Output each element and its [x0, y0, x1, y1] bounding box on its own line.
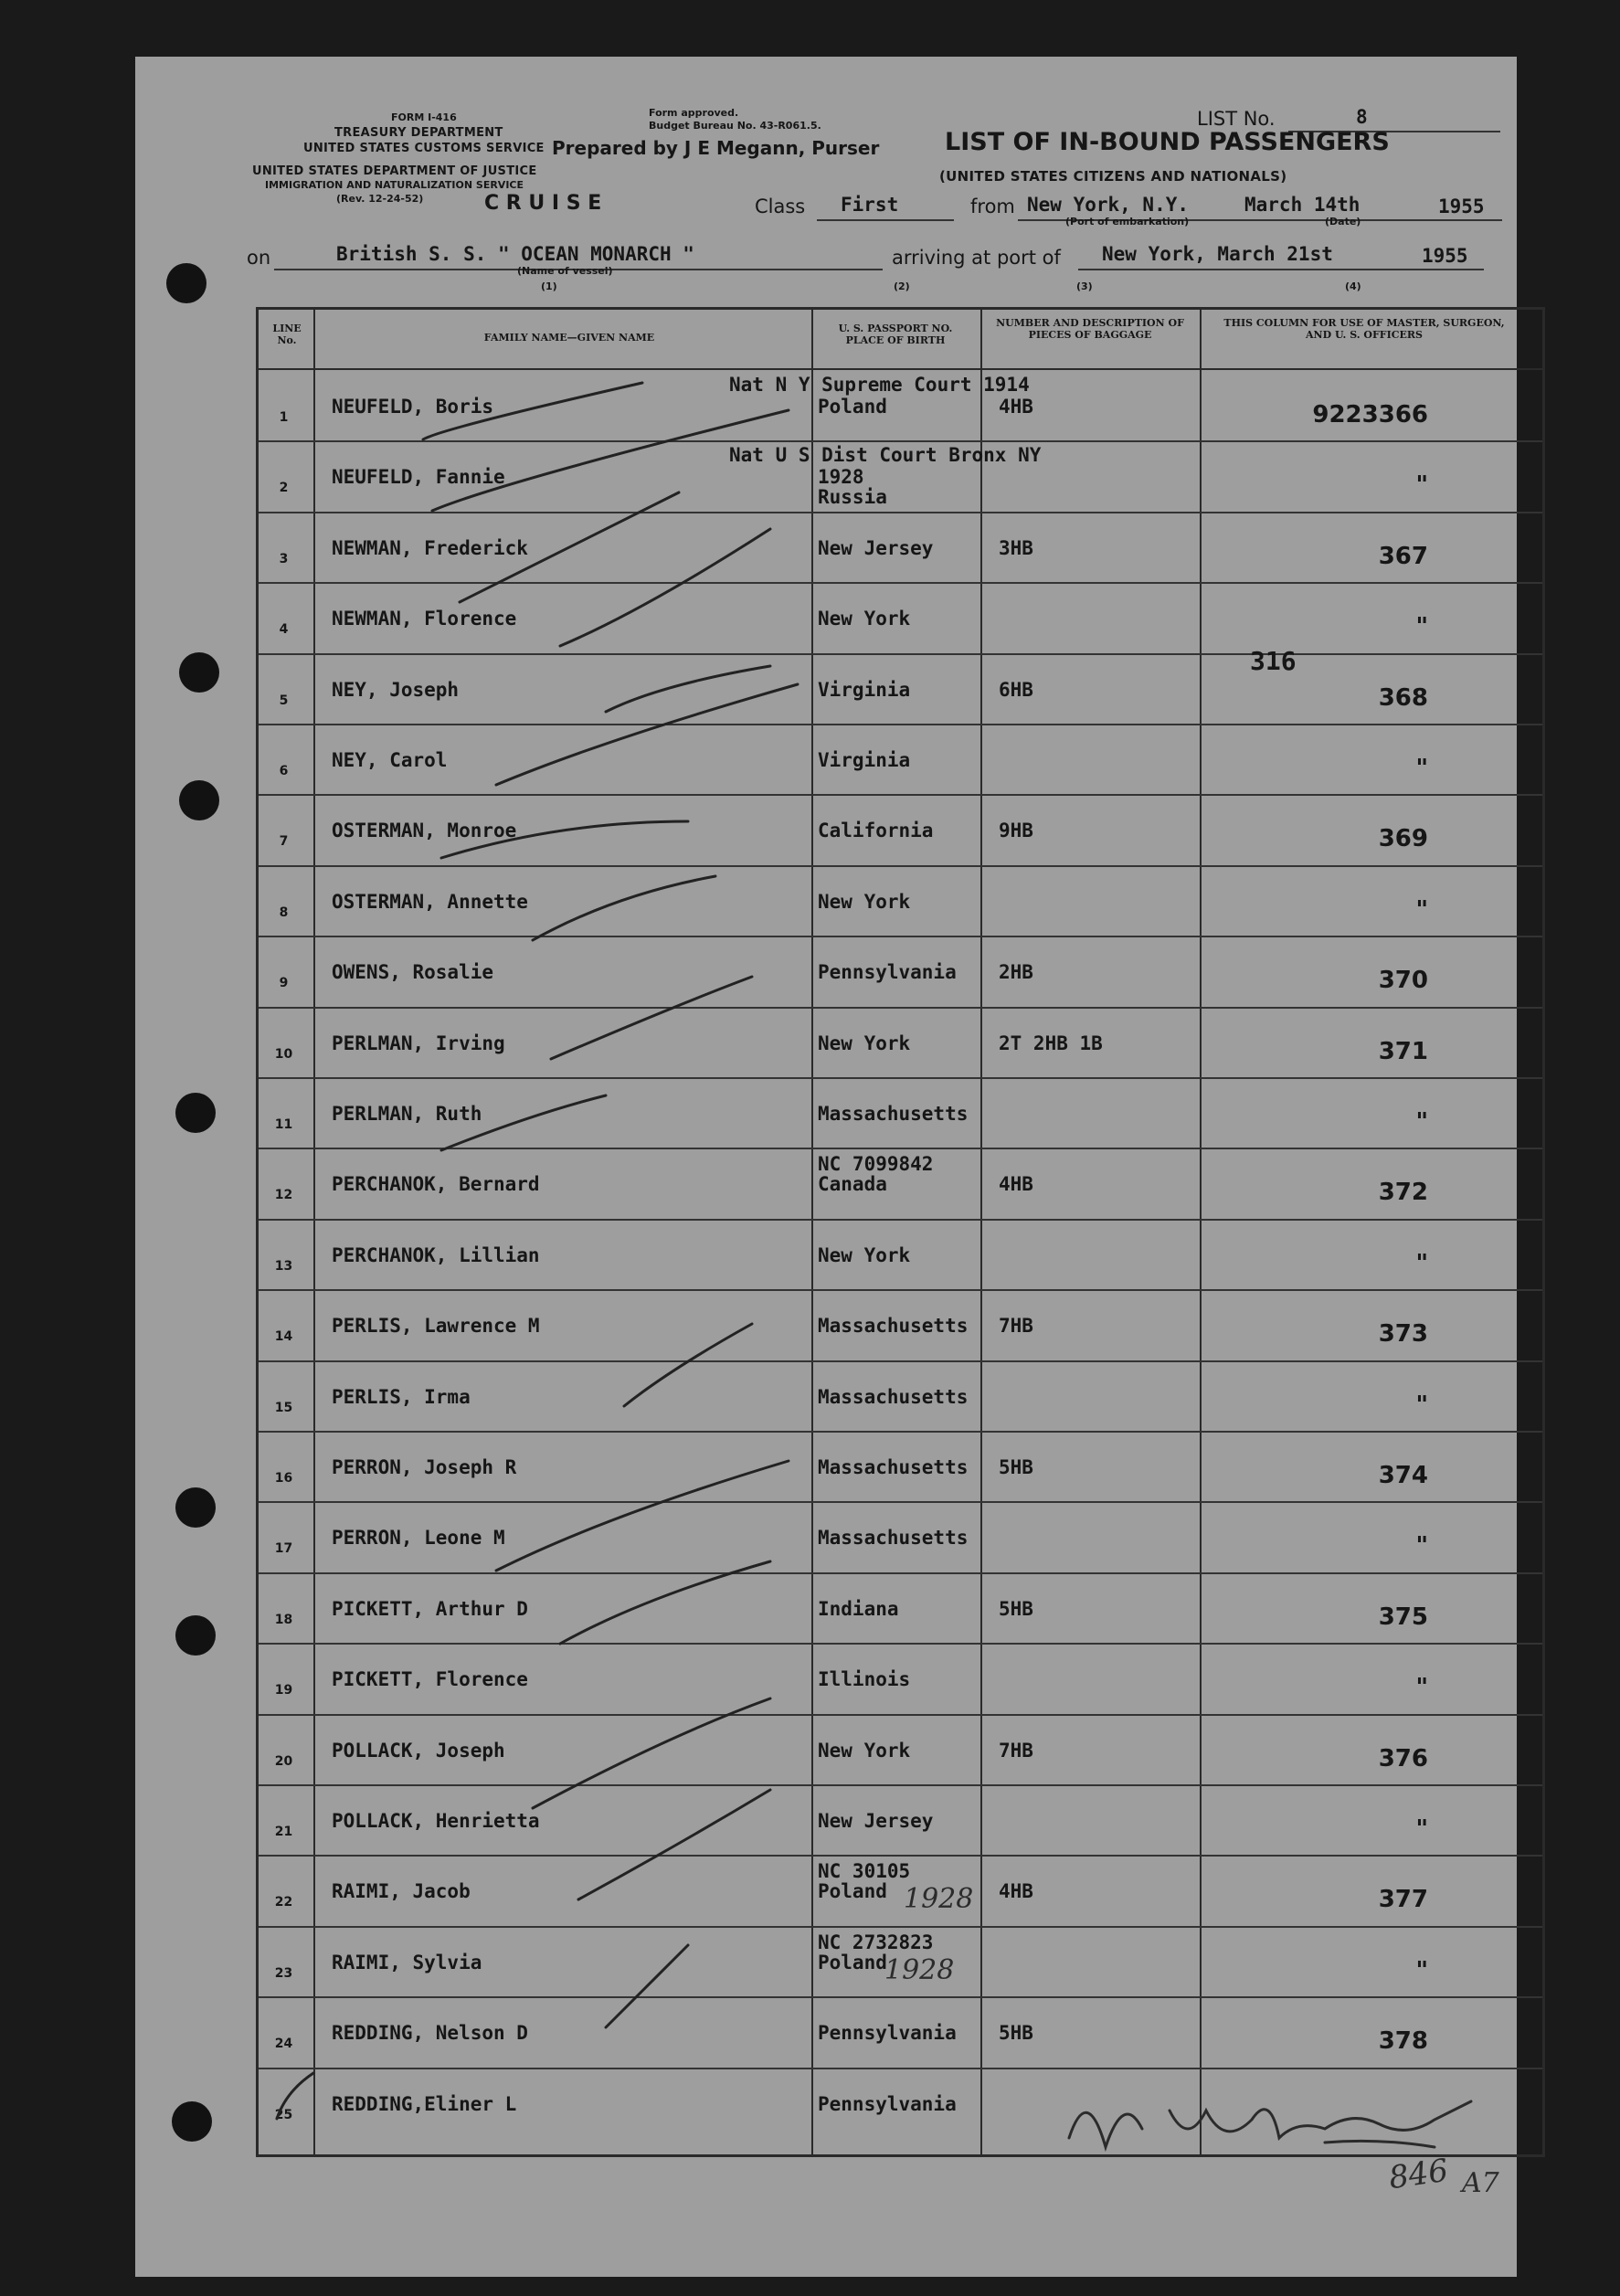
baggage: 5HB	[999, 1597, 1033, 1620]
line-number: 7	[279, 834, 289, 850]
col-header-baggage: NUMBER AND DESCRIPTION OF PIECES OF BAGGAGE	[996, 317, 1184, 341]
officer-number: "	[1415, 1249, 1428, 1277]
arrival-port: New York, March 21st	[1102, 243, 1333, 265]
form-number: FORM I-416	[391, 111, 457, 123]
dept-justice: UNITED STATES DEPARTMENT OF JUSTICE	[252, 164, 537, 178]
baggage: 2T 2HB 1B	[999, 1032, 1103, 1054]
line-number: 17	[274, 1541, 293, 1557]
line-number: 16	[274, 1471, 293, 1486]
officer-number: 9223366	[1312, 401, 1428, 429]
officer-number: "	[1415, 1108, 1428, 1136]
line-number: 25	[274, 2107, 293, 2122]
birth-place-line1: New Jersey	[818, 536, 934, 559]
binder-hole	[179, 652, 219, 693]
birth-place-line1: New York	[818, 1739, 911, 1762]
birth-place-line1: Pennsylvania	[818, 2022, 957, 2045]
line-number: 18	[274, 1612, 293, 1627]
birth-place-line1: New York	[818, 1243, 911, 1266]
birth-place-line1: NC 30105	[818, 1860, 911, 1883]
officer-number: 370	[1378, 967, 1428, 995]
dept-immigration: IMMIGRATION AND NATURALIZATION SERVICE	[265, 179, 524, 191]
passenger-name: PERRON, Joseph R	[332, 1456, 517, 1478]
line-number: 24	[274, 2037, 293, 2052]
officer-number: "	[1415, 1956, 1428, 1984]
baggage: 4HB	[999, 1173, 1033, 1196]
baggage: 9HB	[999, 820, 1033, 842]
birth-place-line1: NC 7099842	[818, 1153, 934, 1176]
officer-number: 371	[1378, 1037, 1428, 1065]
dept-customs: UNITED STATES CUSTOMS SERVICE	[303, 142, 545, 155]
col-num-3: (3)	[1076, 280, 1093, 292]
baggage: 5HB	[999, 2022, 1033, 2045]
arrival-year: 1955	[1422, 245, 1468, 267]
col-num-1: (1)	[541, 280, 557, 292]
annotation-row5: 316	[1250, 646, 1297, 676]
passenger-name: PERLMAN, Ruth	[332, 1103, 482, 1125]
line-number: 21	[274, 1825, 293, 1839]
passenger-name: PERLIS, Lawrence M	[332, 1315, 540, 1338]
departure-year: 1955	[1438, 196, 1485, 217]
binder-hole	[179, 780, 219, 820]
line-number: 3	[279, 551, 289, 566]
col-header-officers: THIS COLUMN FOR USE OF MASTER, SURGEON, AND U. S. OFFICERS	[1223, 317, 1505, 341]
naturalization-note: Nat U S Dist Court Bronx NY	[729, 444, 1042, 467]
officer-number: "	[1415, 1815, 1428, 1843]
officer-number: 377	[1378, 1886, 1428, 1914]
corner-notation-2: A7	[1462, 2167, 1499, 2199]
birth-place-line1: Massachusetts	[818, 1103, 969, 1125]
birth-place-line1: Indiana	[818, 1597, 899, 1620]
baggage: 7HB	[999, 1739, 1033, 1762]
line-number: 6	[279, 764, 289, 778]
line-number: 11	[274, 1117, 293, 1132]
officer-number: 367	[1378, 542, 1428, 570]
birth-place-line1: New York	[818, 1032, 911, 1054]
officer-number: 372	[1378, 1179, 1428, 1207]
handwritten-year-row22: 1928	[904, 1883, 974, 1915]
cruise-label: C R U I S E	[484, 192, 602, 215]
document-subtitle: (UNITED STATES CITIZENS AND NATIONALS)	[939, 168, 1287, 185]
birth-place-line1: Massachusetts	[818, 1315, 969, 1338]
birth-place-line1: NC 2732823	[818, 1931, 934, 1953]
class-value: First	[841, 194, 899, 216]
form-revision: (Rev. 12-24-52)	[336, 193, 424, 205]
birth-place-line1: Illinois	[818, 1668, 911, 1691]
birth-place-line1: Massachusetts	[818, 1385, 969, 1408]
birth-place-line1: 1928	[818, 466, 864, 489]
officer-number: "	[1415, 895, 1428, 924]
baggage: 4HB	[999, 396, 1033, 418]
col-num-4: (4)	[1345, 280, 1361, 292]
baggage: 6HB	[999, 678, 1033, 701]
binder-hole	[175, 1093, 216, 1133]
binder-hole	[175, 1615, 216, 1656]
check-marks-overlay	[259, 310, 1542, 2154]
handwritten-year-row23: 1928	[884, 1954, 955, 1986]
birth-place-line1: New York	[818, 608, 911, 630]
passenger-name: NEY, Carol	[332, 749, 448, 771]
birth-place-line2: Poland	[818, 1880, 887, 1903]
officer-number: 378	[1378, 2027, 1428, 2056]
corner-notation: 846	[1386, 2152, 1451, 2197]
officer-number: "	[1415, 1674, 1428, 1702]
officer-number: 368	[1378, 683, 1428, 712]
passenger-name: OSTERMAN, Annette	[332, 890, 528, 913]
line-number: 8	[279, 905, 289, 920]
officer-number: 369	[1378, 825, 1428, 853]
officer-number: "	[1415, 1532, 1428, 1561]
prepared-by: Prepared by J E Megann, Purser	[552, 137, 880, 159]
vessel-caption: (Name of vessel)	[517, 265, 613, 277]
col-header-line-no: LINE No.	[272, 323, 302, 346]
date-caption: (Date)	[1325, 216, 1361, 227]
passenger-name: OSTERMAN, Monroe	[332, 820, 517, 842]
line-number: 4	[279, 622, 289, 638]
arriving-label: arriving at port of	[892, 247, 1061, 269]
naturalization-note: Nat N Y Supreme Court 1914	[729, 374, 1030, 396]
binder-hole	[166, 263, 206, 303]
birth-place-line2: Russia	[818, 486, 887, 509]
birth-place-line2: Poland	[818, 1951, 887, 1973]
passenger-name: NEY, Joseph	[332, 678, 460, 701]
officer-number: "	[1415, 1391, 1428, 1419]
officer-number: "	[1415, 471, 1428, 500]
class-label: Class	[755, 196, 806, 217]
line-number: 1	[279, 410, 289, 425]
line-number: 2	[279, 481, 289, 496]
list-no-value: 8	[1356, 106, 1368, 128]
officer-number: 373	[1378, 1320, 1428, 1349]
birth-place-line1: Virginia	[818, 749, 911, 771]
document-title: LIST OF IN-BOUND PASSENGERS	[945, 128, 1390, 156]
line-number: 15	[274, 1400, 293, 1415]
line-number: 12	[274, 1188, 293, 1203]
line-number: 13	[274, 1258, 293, 1274]
passenger-name: POLLACK, Henrietta	[332, 1810, 540, 1832]
binder-hole	[172, 2101, 212, 2142]
passenger-name: PERRON, Leone M	[332, 1527, 505, 1550]
birth-place-line2: Canada	[818, 1173, 887, 1196]
list-no-label: LIST No.	[1197, 108, 1276, 130]
passenger-name: REDDING,Eliner L	[332, 2092, 517, 2115]
passenger-name: POLLACK, Joseph	[332, 1739, 505, 1762]
line-number: 23	[274, 1965, 293, 1981]
form-approved: Form approved.	[649, 107, 739, 119]
birth-place-line1: Massachusetts	[818, 1527, 969, 1550]
passenger-table	[256, 307, 1545, 2157]
passenger-name: PERLIS, Irma	[332, 1385, 471, 1408]
binder-hole	[175, 1487, 216, 1528]
baggage: 7HB	[999, 1315, 1033, 1338]
birth-place-line1: California	[818, 820, 934, 842]
on-label: on	[247, 247, 271, 269]
line-number: 5	[279, 693, 289, 708]
officer-number: "	[1415, 755, 1428, 782]
officer-number: 374	[1378, 1462, 1428, 1489]
line-number: 9	[279, 976, 289, 991]
passenger-name: NEWMAN, Florence	[332, 608, 517, 630]
passenger-name: REDDING, Nelson D	[332, 2022, 528, 2045]
passenger-name: NEWMAN, Frederick	[332, 536, 528, 559]
birth-place-line1: Virginia	[818, 678, 911, 701]
passenger-name: NEUFELD, Boris	[332, 396, 494, 418]
passenger-name: PICKETT, Arthur D	[332, 1597, 528, 1620]
passenger-name: RAIMI, Jacob	[332, 1880, 471, 1903]
baggage: 2HB	[999, 961, 1033, 984]
line-number: 22	[274, 1895, 293, 1910]
passenger-name: OWENS, Rosalie	[332, 961, 494, 984]
vessel-name: British S. S. " OCEAN MONARCH "	[336, 243, 694, 265]
birth-place-line1: Pennsylvania	[818, 2092, 957, 2115]
officer-number: 375	[1378, 1603, 1428, 1631]
birth-place-line1: Massachusetts	[818, 1456, 969, 1478]
line-number: 14	[274, 1329, 293, 1345]
birth-place-line1: Pennsylvania	[818, 961, 957, 984]
col-header-passport: U. S. PASSPORT NO. PLACE OF BIRTH	[838, 323, 953, 346]
passenger-name: NEUFELD, Fannie	[332, 466, 505, 489]
line-number: 19	[274, 1683, 293, 1698]
budget-bureau: Budget Bureau No. 43-R061.5.	[649, 120, 821, 132]
departure-date: March 14th	[1244, 194, 1361, 216]
birth-place-line2: Poland	[818, 396, 887, 418]
from-port: New York, N.Y.	[1027, 194, 1190, 216]
passenger-name: RAIMI, Sylvia	[332, 1951, 482, 1973]
birth-place-line1: New Jersey	[818, 1810, 934, 1832]
officer-number: 376	[1378, 1744, 1428, 1772]
passenger-name: PICKETT, Florence	[332, 1668, 528, 1691]
passenger-name: PERLMAN, Irving	[332, 1032, 505, 1054]
dept-treasury: TREASURY DEPARTMENT	[334, 126, 503, 140]
passenger-name: PERCHANOK, Bernard	[332, 1173, 540, 1196]
passenger-name: PERCHANOK, Lillian	[332, 1243, 540, 1266]
line-number: 20	[274, 1753, 293, 1769]
col-header-name: FAMILY NAME—GIVEN NAME	[483, 332, 655, 344]
officer-number: "	[1415, 613, 1428, 641]
baggage: 5HB	[999, 1456, 1033, 1478]
baggage: 3HB	[999, 536, 1033, 559]
baggage: 4HB	[999, 1880, 1033, 1903]
birth-place-line1: New York	[818, 890, 911, 913]
port-embark-caption: (Port of embarkation)	[1065, 216, 1190, 227]
from-label: from	[970, 196, 1015, 217]
col-num-2: (2)	[894, 280, 910, 292]
line-number: 10	[274, 1046, 293, 1062]
